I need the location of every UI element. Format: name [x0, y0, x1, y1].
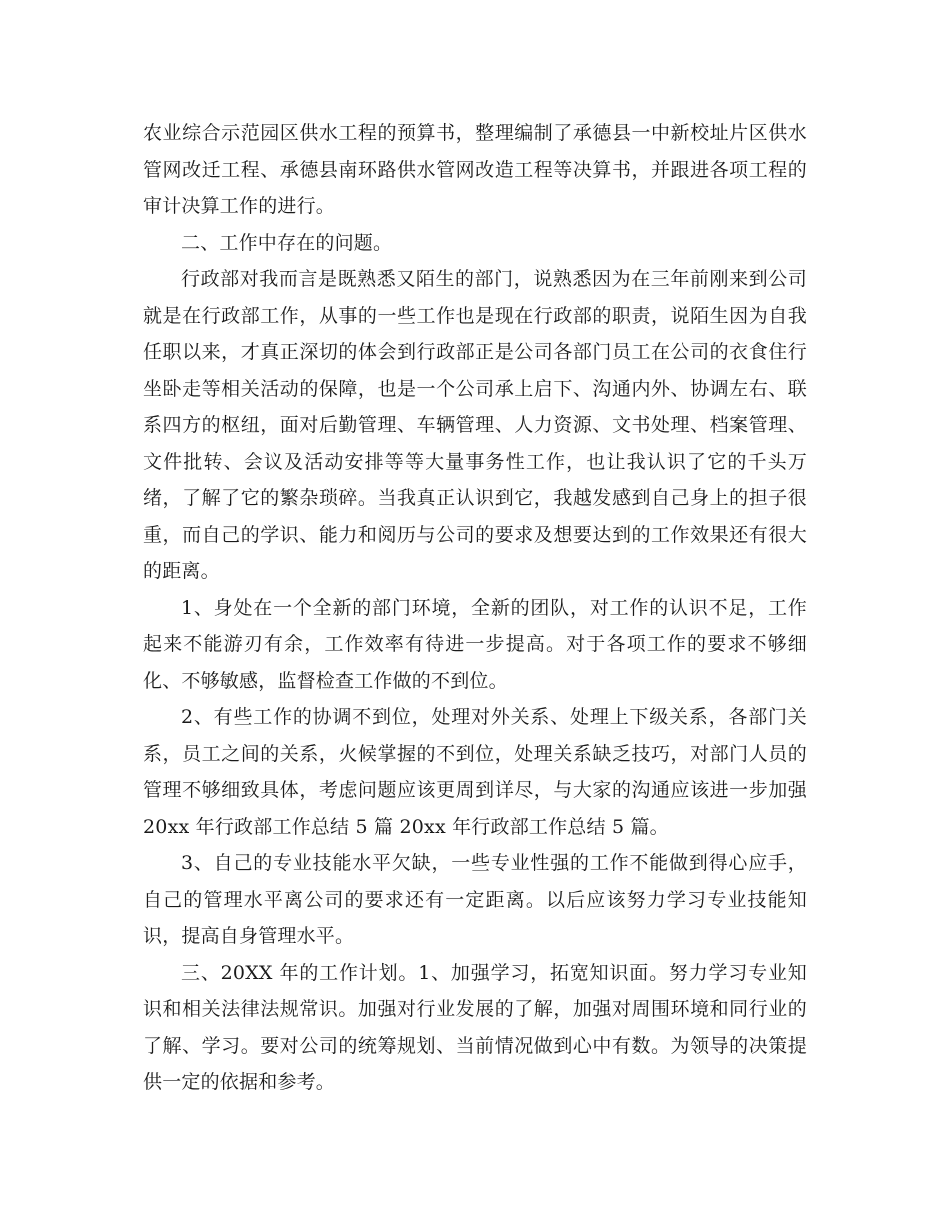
document-body	[143, 115, 807, 1101]
section-work-plan: 三、20XX 年的工作计划。1、加强学习，拓宽知识面。努力学习专业知识和相关法律法规常识。加强对行业发展的了解，加强对周围环境和同行业的了解、学习。要对公司的统筹规划、当前情况做到心中有数。为领导的决策提供一定的依据和参考。	[143, 961, 807, 1093]
list-item-3: 3、自己的专业技能水平欠缺，一些专业性强的工作不能做到得心应手，自己的管理水平离公司的要求还有一定距离。以后应该努力学习专业技能知识，提高自身管理水平。	[143, 852, 807, 947]
section-heading-problems: 二、工作中存在的问题。	[181, 231, 393, 254]
list-item-2: 2、有些工作的协调不到位，处理对外关系、处理上下级关系，各部门关系，员工之间的关系，火候掌握的不到位，处理关系缺乏技巧，对部门人员的管理不够细致具体，考虑问题应该更周到详尽，与大家的沟通应该进一步加强 20xx 年行政部工作总结 5 篇 20xx 年行政部工作总结 5 篇。	[143, 706, 807, 838]
paragraph-continuation: 农业综合示范园区供水工程的预算书，整理编制了承德县一中新校址片区供水管网改迁工程、承德县南环路供水管网改造工程等决算书，并跟进各项工程的审计决算工作的进行。	[143, 122, 807, 217]
list-item-1: 1、身处在一个全新的部门环境，全新的团队，对工作的认识不足，工作起来不能游刃有余，工作效率有待进一步提高。对于各项工作的要求不够细化、不够敏感，监督检查工作做的不到位。	[143, 596, 807, 692]
paragraph-admin-dept: 行政部对我而言是既熟悉又陌生的部门，说熟悉因为在三年前刚来到公司就是在行政部工作，从事的一些工作也是现在行政部的职责，说陌生因为自我任职以来，才真正深切的体会到行政部正是公司各部门员工在公司的衣食住行坐卧走等相关活动的保障，也是一个公司承上启下、沟通内外、协调左右、联系四方的枢纽，面对后勤管理、车辆管理、人力资源、文书处理、档案管理、文件批转、会议及活动安排等等大量事务性工作，也让我认识了它的千头万绪，了解了它的繁杂琐碎。当我真正认识到它，我越发感到自己身上的担子很重，而自己的学识、能力和阅历与公司的要求及想要达到的工作效果还有很大的距离。	[143, 268, 807, 582]
